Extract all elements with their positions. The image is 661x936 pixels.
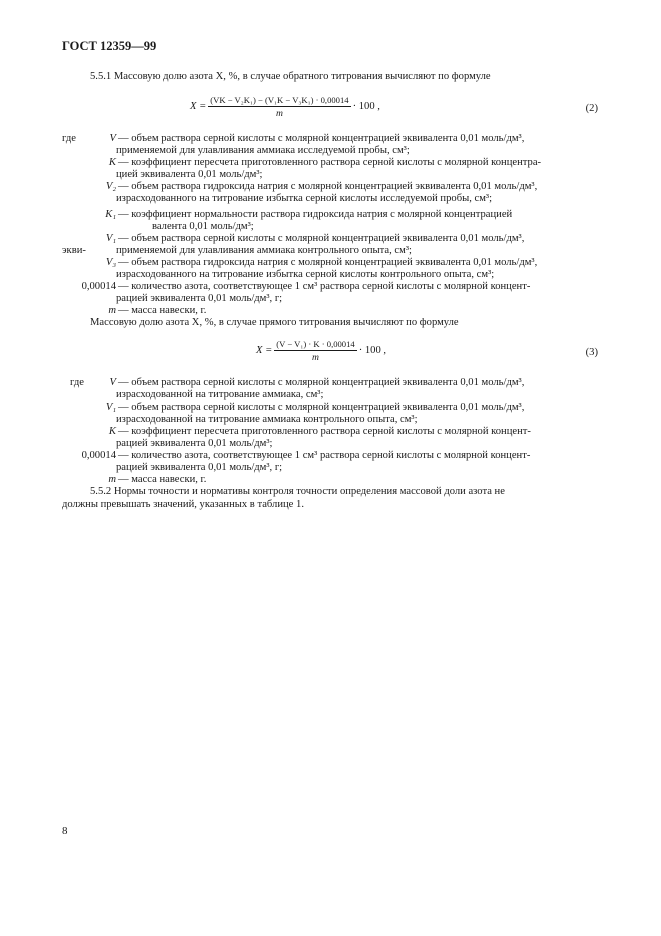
- legend-definition-line1: — количество азота, соответствующее 1 см³ раствора серной кислоты с молярной концент-: [118, 450, 531, 461]
- page-number: 8: [62, 825, 68, 837]
- legend-variable: K: [108, 157, 116, 168]
- legend-definition-line1: — масса навески, г.: [118, 305, 207, 316]
- formula-2-fraction: [208, 96, 350, 118]
- legend-variable: V₁: [105, 402, 116, 413]
- legend-2-where: где: [70, 377, 84, 388]
- legend-definition-line2: применяемой для улавливания аммиака исследуемой пробы, см³;: [116, 145, 410, 156]
- legend-variable: K: [108, 426, 116, 437]
- legend-variable: V: [109, 133, 116, 144]
- legend-definition-line1: — коэффициент пересчета приготовленного раствора серной кислоты с молярной концентра-: [118, 157, 542, 168]
- legend-variable: V₂: [105, 181, 116, 192]
- legend-definition-line2: валента 0,01 моль/дм³;: [152, 221, 254, 232]
- document-header: ГОСТ 12359—99: [62, 39, 157, 53]
- section-5-5-2-line2: должны превышать значений, указанных в таблице 1.: [62, 499, 304, 510]
- legend-variable: V₁: [105, 233, 116, 244]
- legend-definition-line1: — коэффициент пересчета приготовленного раствора серной кислоты с молярной концент-: [118, 426, 531, 437]
- formula-2-tail: · 100 ,: [352, 100, 380, 112]
- legend-definition-line2: израсходованной на титрование аммиака контрольного опыта, см³;: [116, 414, 418, 425]
- formula-3-numerator: (V − V₁) · K · 0,00014: [276, 339, 355, 349]
- legend-definition-line2: рацией эквивалента 0,01 моль/дм³, г;: [116, 293, 283, 304]
- legend-variable: 0,00014: [81, 450, 116, 461]
- legend-definition-line2: израсходованного на титрование избытка серной кислоты контрольного опыта, см³;: [116, 269, 495, 280]
- legend-definition-line2: цией эквивалента 0,01 моль/дм³;: [116, 169, 263, 180]
- legend-definition-line1: — объем раствора серной кислоты с молярной концентрацией эквивалента 0,01 моль/дм³,: [118, 377, 525, 388]
- legend-definition-line2: рацией эквивалента 0,01 моль/дм³;: [116, 438, 273, 449]
- section-5-5-2-line1: 5.5.2 Нормы точности и нормативы контроля точности определения массовой доли азота не: [90, 486, 505, 497]
- legend-definition-line1: — объем раствора гидроксида натрия с молярной концентрацией эквивалента 0,01 моль/дм³,: [118, 181, 538, 192]
- formula-3: [256, 340, 386, 362]
- legend-variable: K₁: [105, 209, 116, 220]
- legend-definition-line1: — объем раствора серной кислоты с молярной концентрацией эквивалента 0,01 моль/дм³,: [118, 402, 525, 413]
- legend-definition-line1: — объем раствора серной кислоты с молярной концентрацией эквивалента 0,01 моль/дм³,: [118, 133, 525, 144]
- legend-variable: V: [109, 377, 116, 388]
- formula-2-lhs: X =: [190, 100, 207, 112]
- legend-variable: m: [108, 305, 116, 316]
- legend-1-ekvi: экви-: [62, 245, 86, 256]
- section-5-5-1-intro: 5.5.1 Массовую долю азота X, %, в случае обратного титрования вычисляют по формуле: [90, 71, 491, 82]
- legend-definition-line2: израсходованной на титрование аммиака, см³;: [116, 389, 324, 400]
- legend-variable: m: [108, 474, 116, 485]
- legend-definition-line2: применяемой для улавливания аммиака контрольного опыта, см³;: [116, 245, 412, 256]
- formula-2-denominator: m: [275, 107, 283, 119]
- formula-3-fraction: [274, 340, 356, 362]
- formula-2: [190, 96, 380, 118]
- legend-definition-line1: — коэффициент нормальности раствора гидроксида натрия с молярной концентрацией: [118, 209, 513, 220]
- direct-titration-intro: Массовую долю азота X, %, в случае прямого титрования вычисляют по формуле: [90, 317, 459, 328]
- legend-variable: V₃: [105, 257, 116, 268]
- formula-3-number: (3): [585, 347, 598, 358]
- formula-2-numerator: (VK − V₂K₁) − (V₁K − V₃K₁) · 0,00014: [210, 95, 349, 105]
- legend-variable: 0,00014: [81, 281, 116, 292]
- legend-definition-line2: рацией эквивалента 0,01 моль/дм³, г;: [116, 462, 283, 473]
- formula-2-number: (2): [585, 103, 598, 114]
- legend-1-where: где: [62, 133, 76, 144]
- legend-definition-line1: — объем раствора гидроксида натрия с молярной концентрацией эквивалента 0,01 моль/дм³,: [118, 257, 538, 268]
- legend-definition-line1: — масса навески, г.: [118, 474, 207, 485]
- legend-definition-line2: израсходованного на титрование избытка серной кислоты исследуемой пробы, см³;: [116, 193, 493, 204]
- formula-3-denominator: m: [312, 351, 319, 363]
- formula-3-tail: · 100 ,: [358, 344, 387, 356]
- legend-definition-line1: — количество азота, соответствующее 1 см³ раствора серной кислоты с молярной концент-: [118, 281, 531, 292]
- legend-definition-line1: — объем раствора серной кислоты с молярной концентрацией эквивалента 0,01 моль/дм³,: [118, 233, 525, 244]
- formula-3-lhs: X =: [256, 344, 273, 356]
